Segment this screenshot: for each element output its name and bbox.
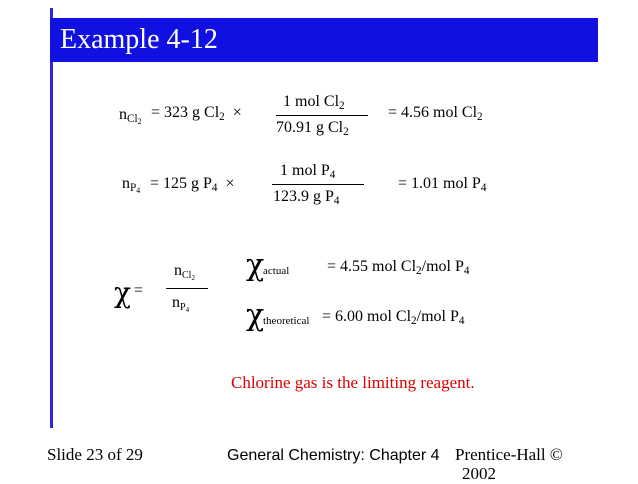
eq2-result: = 1.01 mol $P_4$ xyxy=(398,175,487,194)
eq1-fraction-bar xyxy=(276,115,368,116)
ratio-equals: = xyxy=(134,282,144,299)
eq1-denominator: 70.91 g $Cl_2$ xyxy=(276,119,349,138)
ratio-numerator: $n_{Cl_2}$ xyxy=(174,262,195,282)
conclusion-text: Chlorine gas is the limiting reagent. xyxy=(231,373,475,392)
footer-publisher: Prentice-Hall © xyxy=(455,445,563,464)
slide-number: Slide 23 of 29 xyxy=(47,445,143,464)
slide-title: Example 4-12 xyxy=(50,18,598,62)
actual-value: = 4.55 mol $Cl_2$/mol $P_4$ xyxy=(327,258,470,277)
eq1-result: = 4.56 mol $Cl_2$ xyxy=(388,104,483,123)
eq2-denominator: 123.9 g $P_4$ xyxy=(273,188,340,207)
eq2-lhs: $n_{P_4}$ xyxy=(122,175,141,195)
eq1-numerator: 1 mol $Cl_2$ xyxy=(283,93,345,112)
footer-course: General Chemistry: Chapter 4 xyxy=(227,447,440,464)
actual-label: actual xyxy=(263,265,290,277)
chi-symbol: χ xyxy=(114,276,131,309)
theoretical-value: = 6.00 mol $Cl_2$/mol $P_4$ xyxy=(322,308,465,327)
eq2-numerator: 1 mol $P_4$ xyxy=(280,162,336,181)
theoretical-label: theoretical xyxy=(263,315,310,327)
eq2-fraction-bar xyxy=(272,184,364,185)
chi-theoretical-symbol: χ xyxy=(246,298,265,333)
eq2-mass: = 125 g $P_4$ × xyxy=(150,175,235,194)
eq1-mass: = 323 g $Cl_2$ × xyxy=(151,104,242,123)
ratio-denominator: $n_{P_4}$ xyxy=(172,294,190,314)
ratio-fraction-bar xyxy=(166,288,208,289)
eq1-lhs: $n_{Cl_2}$ xyxy=(119,106,142,126)
footer-year: 2002 xyxy=(462,464,496,483)
left-accent-rule xyxy=(50,8,53,428)
chi-actual-symbol: χ xyxy=(246,248,265,283)
